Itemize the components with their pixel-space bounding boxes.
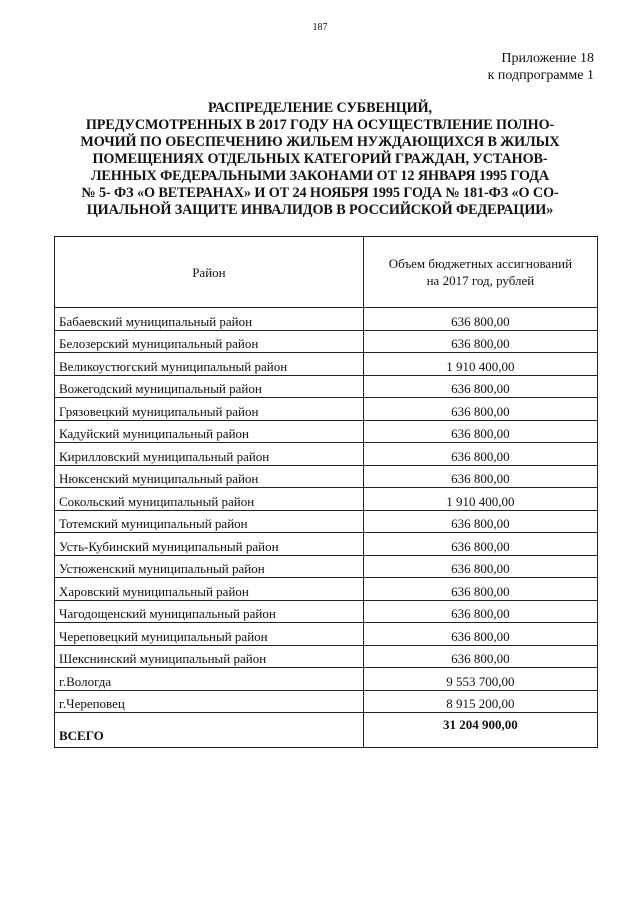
district-cell: Нюксенский муниципальный район xyxy=(55,465,364,488)
amount-cell: 636 800,00 xyxy=(363,375,597,398)
table-header-row xyxy=(55,237,598,308)
amount-cell: 636 800,00 xyxy=(363,465,597,488)
amount-cell: 636 800,00 xyxy=(363,533,597,556)
appendix-note xyxy=(488,50,594,84)
district-cell: Великоустюгский муниципальный район xyxy=(55,353,364,376)
amount-cell: 636 800,00 xyxy=(363,308,597,331)
table-row xyxy=(55,420,598,443)
table-body xyxy=(55,308,598,713)
title-line: № 5- ФЗ «О ВЕТЕРАНАХ» И ОТ 24 НОЯБРЯ 1995 ГОДА № 181-ФЗ «О СО- xyxy=(81,185,559,201)
district-cell: Усть-Кубинский муниципальный район xyxy=(55,533,364,556)
table-total-row xyxy=(55,713,598,748)
district-cell: Сокольский муниципальный район xyxy=(55,488,364,511)
table-row xyxy=(55,375,598,398)
table-row xyxy=(55,308,598,331)
table-row xyxy=(55,330,598,353)
amount-cell: 9 553 700,00 xyxy=(363,668,597,691)
district-cell: Грязовецкий муниципальный район xyxy=(55,398,364,421)
amount-cell: 1 910 400,00 xyxy=(363,353,597,376)
title-line: ЛЕННЫХ ФЕДЕРАЛЬНЫМИ ЗАКОНАМИ ОТ 12 ЯНВАРЯ 1995 ГОДА xyxy=(90,168,550,184)
district-cell: Вожегодский муниципальный район xyxy=(55,375,364,398)
table-row xyxy=(55,398,598,421)
table-row xyxy=(55,443,598,466)
table-row xyxy=(55,488,598,511)
district-cell: Чагодощенский муниципальный район xyxy=(55,600,364,623)
header-amount-line-1: Объем бюджетных ассигнований xyxy=(388,256,573,271)
header-district: Район xyxy=(55,237,364,308)
amount-cell: 636 800,00 xyxy=(363,645,597,668)
district-cell: Тотемский муниципальный район xyxy=(55,510,364,533)
table-row xyxy=(55,690,598,713)
table-row xyxy=(55,668,598,691)
district-cell: г.Череповец xyxy=(55,690,364,713)
amount-cell: 636 800,00 xyxy=(363,623,597,646)
table-row xyxy=(55,510,598,533)
document-title xyxy=(40,100,600,219)
table-row xyxy=(55,623,598,646)
amount-cell: 636 800,00 xyxy=(363,578,597,601)
amount-cell: 636 800,00 xyxy=(363,600,597,623)
title-line: МОЧИЙ ПО ОБЕСПЕЧЕНИЮ ЖИЛЬЕМ НУЖДАЮЩИХСЯ В ЖИЛЫХ xyxy=(80,134,560,150)
district-cell: Белозерский муниципальный район xyxy=(55,330,364,353)
amount-cell: 1 910 400,00 xyxy=(363,488,597,511)
header-amount-line-2: на 2017 год, рублей xyxy=(426,273,535,288)
district-cell: Харовский муниципальный район xyxy=(55,578,364,601)
amount-cell: 636 800,00 xyxy=(363,420,597,443)
page-number: 187 xyxy=(312,22,328,33)
district-cell: Кирилловский муниципальный район xyxy=(55,443,364,466)
district-cell: г.Вологда xyxy=(55,668,364,691)
table-row xyxy=(55,353,598,376)
district-cell: Шекснинский муниципальный район xyxy=(55,645,364,668)
amount-cell: 636 800,00 xyxy=(363,510,597,533)
amount-cell: 636 800,00 xyxy=(363,443,597,466)
subvention-table xyxy=(54,236,598,748)
table-row xyxy=(55,465,598,488)
title-line: ПРЕДУСМОТРЕННЫХ В 2017 ГОДУ НА ОСУЩЕСТВЛЕНИЕ ПОЛНО- xyxy=(85,117,555,133)
title-line: ЦИАЛЬНОЙ ЗАЩИТЕ ИНВАЛИДОВ В РОССИЙСКОЙ ФЕДЕРАЦИИ» xyxy=(86,202,554,218)
appendix-line-2: к подпрограмме 1 xyxy=(487,68,594,83)
header-amount xyxy=(363,237,597,308)
amount-cell: 636 800,00 xyxy=(363,398,597,421)
amount-cell: 636 800,00 xyxy=(363,555,597,578)
table-row xyxy=(55,578,598,601)
table-row xyxy=(55,600,598,623)
district-cell: Устюженский муниципальный район xyxy=(55,555,364,578)
amount-cell: 8 915 200,00 xyxy=(363,690,597,713)
total-amount: 31 204 900,00 xyxy=(363,713,597,748)
title-line: РАСПРЕДЕЛЕНИЕ СУБВЕНЦИЙ, xyxy=(207,100,433,116)
appendix-line-1: Приложение 18 xyxy=(501,51,594,66)
table-row xyxy=(55,555,598,578)
table-row xyxy=(55,533,598,556)
title-line: ПОМЕЩЕНИЯХ ОТДЕЛЬНЫХ КАТЕГОРИЙ ГРАЖДАН, УСТАНОВ- xyxy=(92,151,548,167)
district-cell: Череповецкий муниципальный район xyxy=(55,623,364,646)
amount-cell: 636 800,00 xyxy=(363,330,597,353)
total-label: ВСЕГО xyxy=(55,713,364,748)
district-cell: Кадуйский муниципальный район xyxy=(55,420,364,443)
district-cell: Бабаевский муниципальный район xyxy=(55,308,364,331)
table-row xyxy=(55,645,598,668)
